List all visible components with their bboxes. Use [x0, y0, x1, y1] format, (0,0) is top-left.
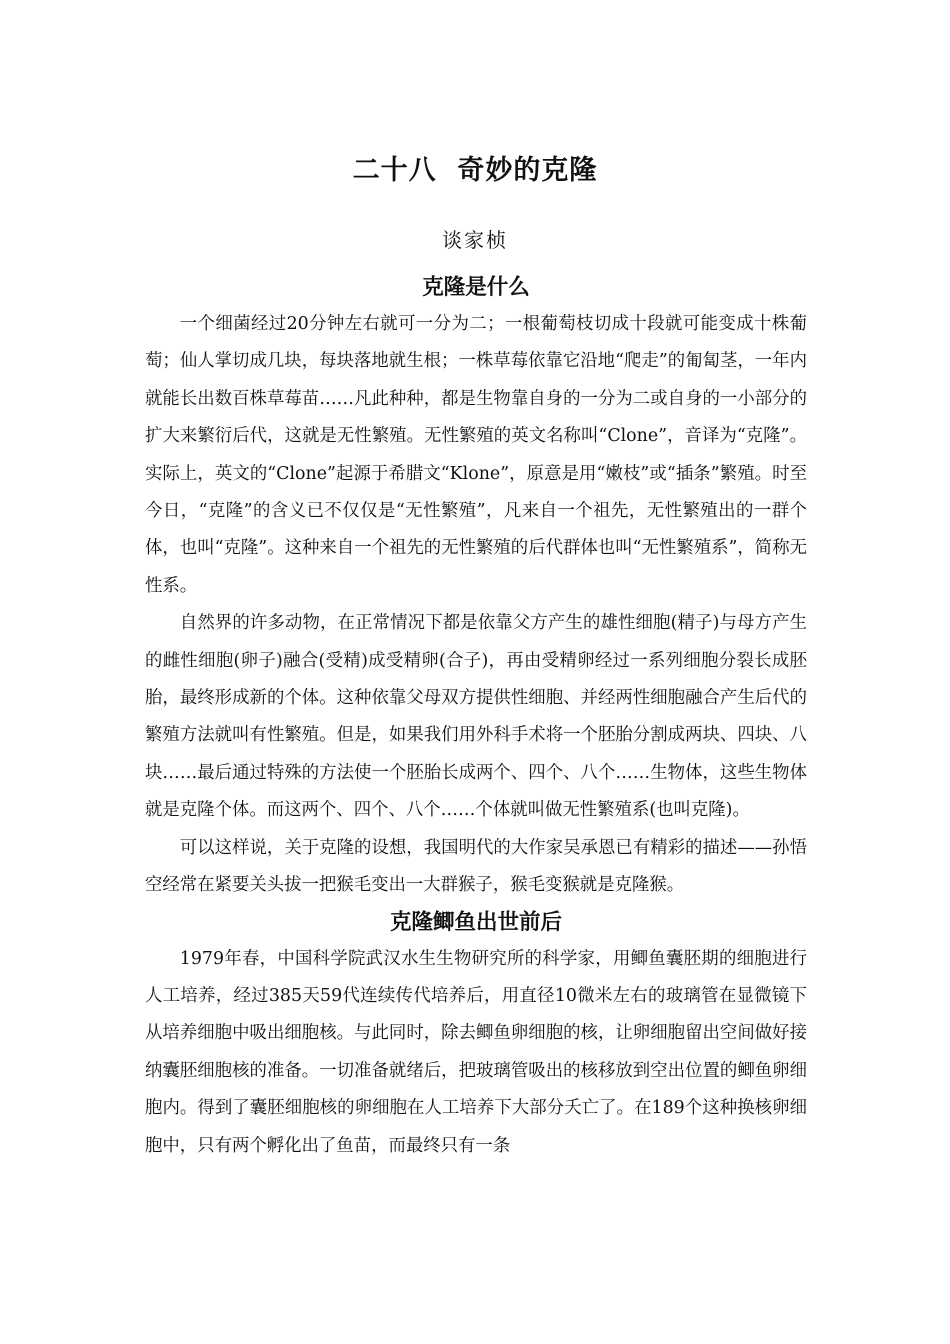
section-heading: 克隆是什么 — [422, 275, 530, 300]
section-what-is-clone — [145, 270, 807, 905]
paragraph: 可以这样说，关于克隆的设想，我国明代的大作家吴承恩已有精彩的描述——孙悟空经常在紧要关头拔一把猴毛变出一大群猴子，猴毛变猴就是克隆猴。 — [145, 837, 807, 896]
paragraph: 一个细菌经过20分钟左右就可一分为二；一根葡萄枝切成十段就可能变成十株葡萄；仙人掌切成几块，每块落地就生根；一株草莓依靠它沿地“爬走”的匍匐茎，一年内就能长出数百株草莓苗……凡此种种，都是生物靠自身的一分为二或自身的一小部分的扩大来繁衍后代，这就是无性繁殖。无性繁殖的英文名称叫“Clone”，音译为“克隆”。实际上，英文的“Clone”起源于希腊文“Klone”，原意是用“嫩枝”或“插条”繁殖。时至今日，“克隆”的含义已不仅仅是“无性繁殖”，凡来自一个祖先，无性繁殖出的一群个体，也叫“克隆”。这种来自一个祖先的无性繁殖的后代群体也叫“无性繁殖系”，简称无性系。 — [145, 314, 807, 596]
paragraph: 自然界的许多动物，在正常情况下都是依靠父方产生的雄性细胞(精子)与母方产生的雌性细胞(卵子)融合(受精)成受精卵(合子)，再由受精卵经过一系列细胞分裂长成胚胎，最终形成新的个体。这种依靠父母双方提供性细胞、并经两性细胞融合产生后代的繁殖方法就叫有性繁殖。但是，如果我们用外科手术将一个胚胎分割成两块、四块、八块……最后通过特殊的方法使一个胚胎长成两个、四个、八个……生物体，这些生物体就是克隆个体。而这两个、四个、八个……个体就叫做无性繁殖系(也叫克隆)。 — [145, 613, 807, 821]
section-cloned-crucian-carp — [145, 905, 807, 1165]
article-body — [145, 270, 807, 1165]
page-title: 二十八 奇妙的克隆 — [352, 155, 598, 187]
section-heading: 克隆鲫鱼出世前后 — [389, 909, 562, 935]
author-name: 谈家桢 — [442, 228, 508, 252]
paragraph: 1979年春，中国科学院武汉水生生物研究所的科学家，用鲫鱼囊胚期的细胞进行人工培养，经过385天59代连续传代培养后，用直径10微米左右的玻璃管在显微镜下从培养细胞中吸出细胞核。与此同时，除去鲫鱼卵细胞的核，让卵细胞留出空间做好接纳囊胚细胞核的准备。一切准备就绪后，把玻璃管吸出的核移放到空出位置的鲫鱼卵细胞内。得到了囊胚细胞核的卵细胞在人工培养下大部分夭亡了。在189个这种换核卵细胞中，只有两个孵化出了鱼苗，而最终只有一条 — [145, 948, 807, 1156]
